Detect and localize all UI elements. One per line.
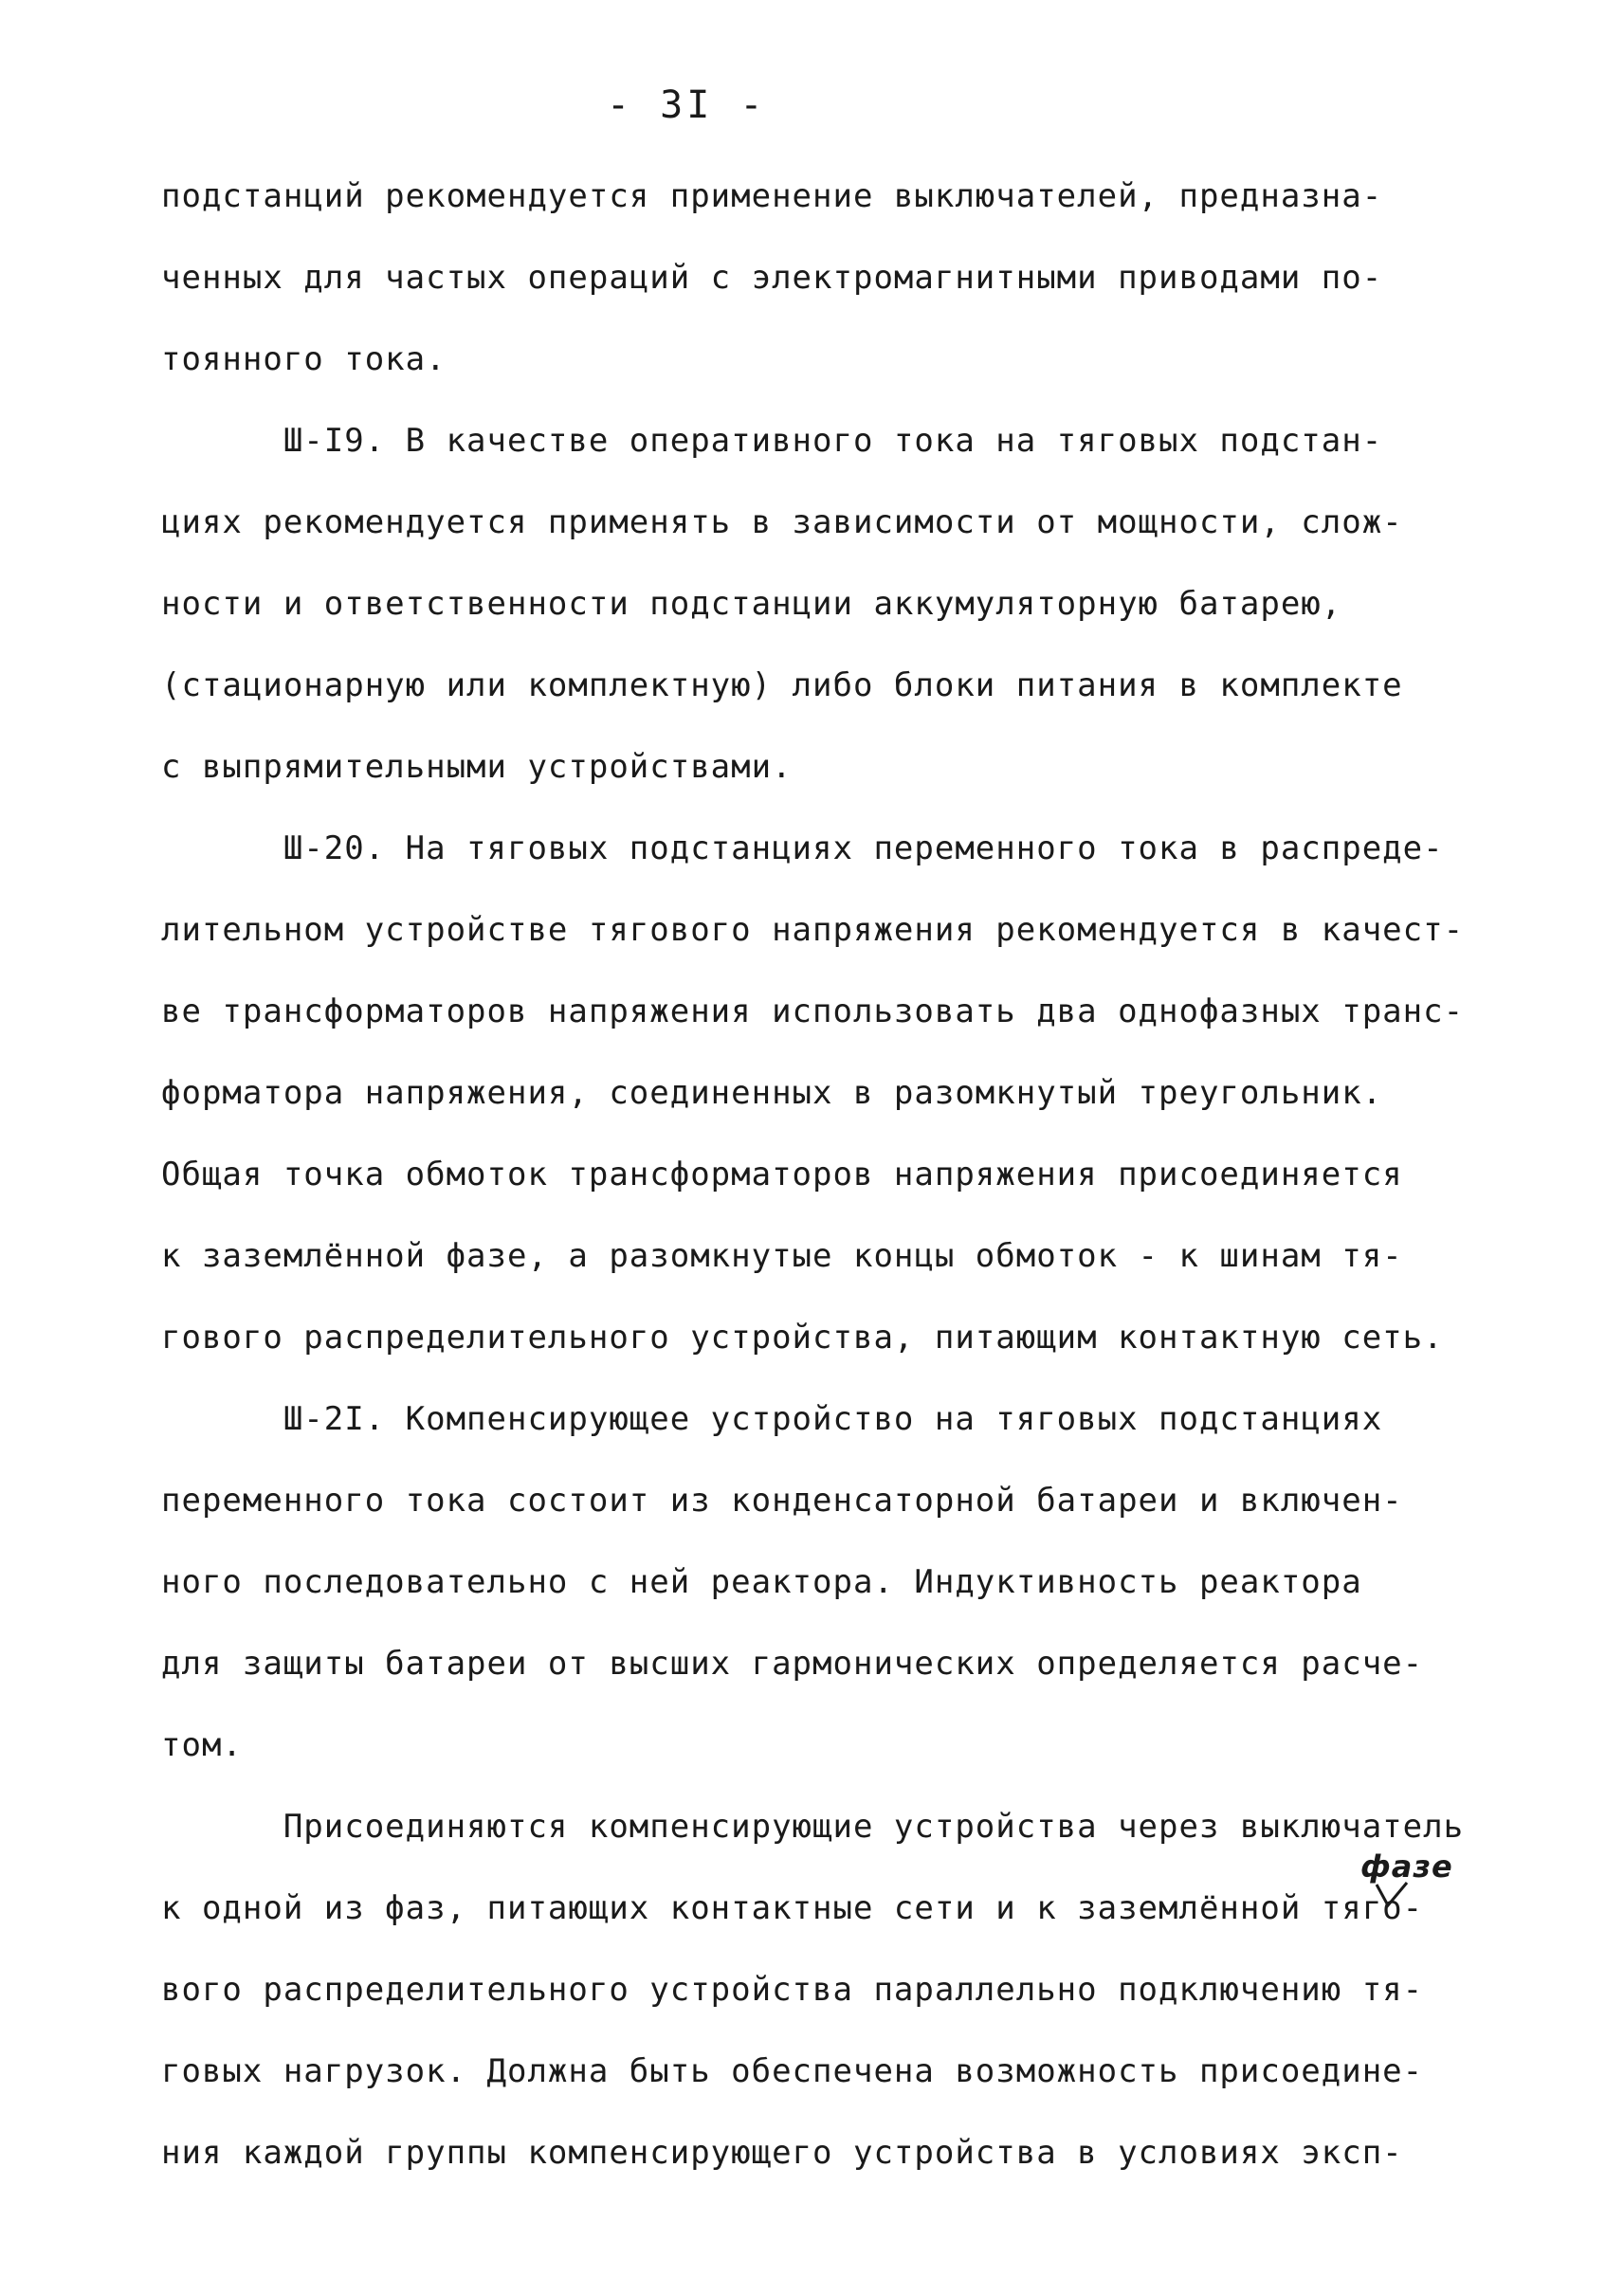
text-line: Ш-20. На тяговых подстанциях переменного тока в распреде-: [161, 829, 1444, 867]
handwritten-insertion: фазе: [1360, 1849, 1453, 1885]
text-line: лительном устройстве тягового напряжения рекомендуется в качест-: [161, 911, 1465, 949]
text-line: форматора напряжения, соединенных в разомкнутый треугольник.: [161, 1074, 1383, 1112]
text-line: ве трансформаторов напряжения использовать два однофазных транс-: [161, 993, 1465, 1030]
text-line: Ш-I9. В качестве оперативного тока на тяговых подстан-: [161, 422, 1383, 460]
text-line: циях рекомендуется применять в зависимости от мощности, слож-: [161, 503, 1403, 541]
text-line: подстанций рекомендуется применение выключателей, предназна-: [161, 177, 1383, 215]
text-line: ного последовательно с ней реактора. Индуктивность реактора: [161, 1563, 1362, 1601]
text-line: гового распределительного устройства, питающим контактную сеть.: [161, 1319, 1444, 1357]
text-line: вого распределительного устройства параллельно подключению тя-: [161, 1971, 1424, 2009]
text-line: Присоединяются компенсирующие устройства через выключатель: [161, 1808, 1465, 1846]
text-line: том.: [161, 1726, 243, 1764]
text-line: с выпрямительными устройствами.: [161, 748, 793, 786]
text-line: (стационарную или комплектную) либо блоки питания в комплекте: [161, 666, 1403, 704]
text-line: говых нагрузок. Должна быть обеспечена возможность присоедине-: [161, 2052, 1424, 2090]
text-line: Общая точка обмоток трансформаторов напряжения присоединяется: [161, 1156, 1403, 1193]
text-line: к одной из фаз, питающих контактные сети и к заземлённой тяго-: [161, 1889, 1424, 1927]
text-line: тоянного тока.: [161, 340, 447, 378]
page-number: - 3I -: [607, 83, 767, 127]
text-line: для защиты батареи от высших гармонических определяется расче-: [161, 1645, 1424, 1683]
text-line: ности и ответственности подстанции аккумуляторную батарею,: [161, 585, 1342, 623]
text-line: ния каждой группы компенсирующего устройства в условиях эксп-: [161, 2134, 1403, 2172]
text-line: переменного тока состоит из конденсаторной батареи и включен-: [161, 1482, 1403, 1520]
text-line: Ш-2I. Компенсирующее устройство на тяговых подстанциях: [161, 1400, 1383, 1438]
text-line: к заземлённой фазе, а разомкнутые концы обмоток - к шинам тя-: [161, 1237, 1403, 1275]
text-line: ченных для частых операций с электромагнитными приводами по-: [161, 259, 1383, 297]
insertion-caret-icon: [1373, 1881, 1411, 1909]
